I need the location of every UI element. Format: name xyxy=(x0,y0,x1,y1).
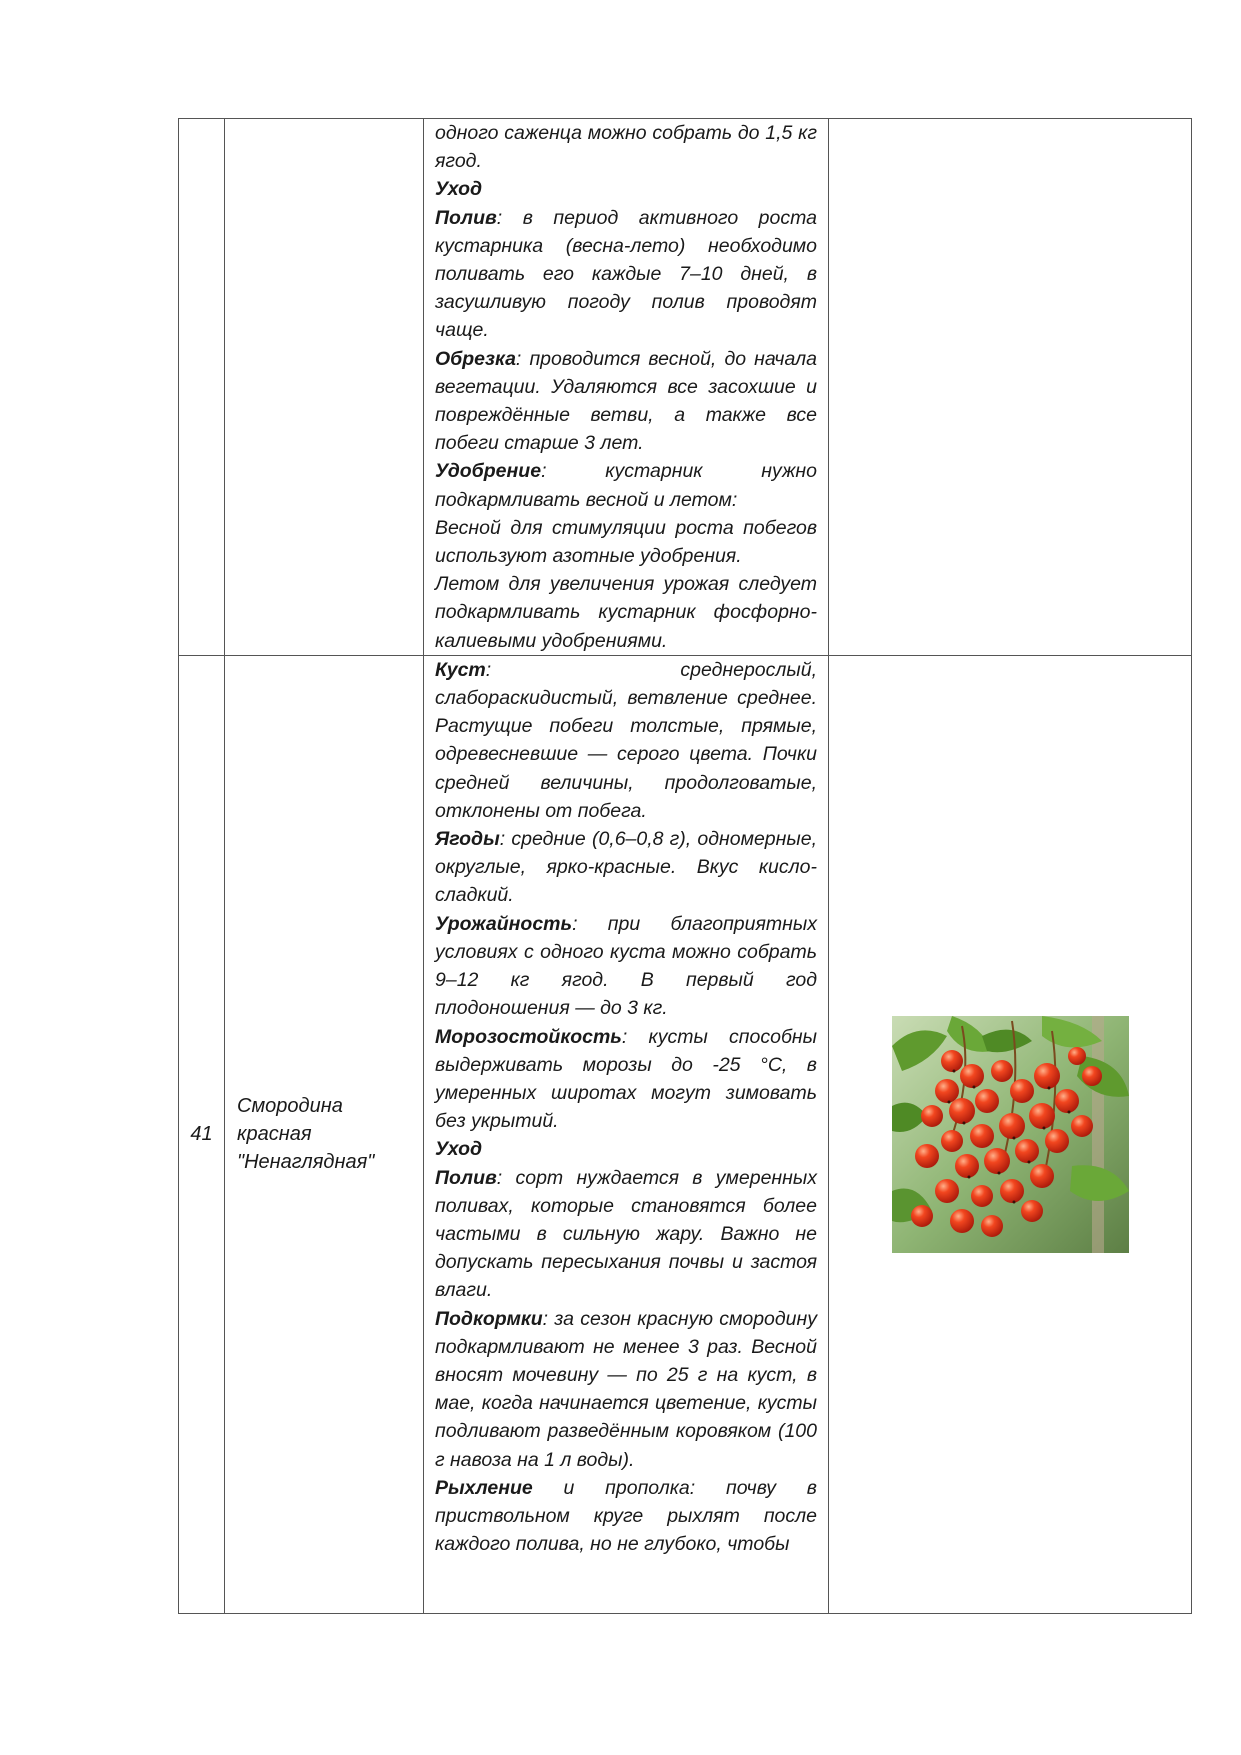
paragraph: одного саженца можно собрать до 1,5 кг ягод. xyxy=(435,122,817,173)
paragraph: Полив: в период активного роста кустарника (весна-лето) необходимо поливать его каждые 7–10 дней, в засушливую погоду полив проводят чаще. xyxy=(435,206,817,342)
paragraph: Подкормки: за сезон красную смородину подкармливают не менее 3 раз. Весной вносят мочевину — по 25 г на куст, в мае, когда начинается цветение, кусты подливают разведённым коровяком (100 г навоза на 1 л воды). xyxy=(435,1307,817,1471)
description-cell xyxy=(424,655,829,1613)
care-heading: Уход xyxy=(435,1138,483,1161)
paragraph-label: Полив xyxy=(435,1166,497,1189)
photo-background xyxy=(1092,1016,1104,1253)
paragraph-label: Куст xyxy=(435,658,486,681)
paragraph: Урожайность: при благоприятных условиях с одного куста можно собрать 9–12 кг ягод. В первый год плодоношения — до 3 кг. xyxy=(435,912,817,1020)
paragraph: Весной для стимуляции роста побегов используют азотные удобрения. xyxy=(435,516,817,568)
paragraph: Морозостойкость: кусты способны выдерживать морозы до -25 °С, в умеренных широтах могут зимовать без укрытий. xyxy=(435,1025,817,1133)
description-cell xyxy=(424,119,829,656)
paragraph-label: Подкормки xyxy=(435,1307,543,1330)
paragraph: Рыхление и прополка: почву в приствольном круге рыхлят после каждого полива, но не глубоко, чтобы xyxy=(435,1476,817,1556)
paragraph: Полив: сорт нуждается в умеренных поливах, которые становятся более частыми в сильную жару. Важно не допускать пересыхания почвы и застоя влаги. xyxy=(435,1166,817,1302)
variety-name-cell xyxy=(225,655,424,1613)
paragraph-label: Обрезка xyxy=(435,347,516,370)
paragraph-label: Урожайность xyxy=(435,912,573,935)
red-currant-photo xyxy=(892,1016,1129,1253)
row-number-cell xyxy=(179,119,225,656)
paragraph-label: Полив xyxy=(435,206,497,229)
paragraph: Удобрение: кустарник нужно подкармливать весной и летом: xyxy=(435,460,817,511)
paragraph: Летом для увеличения урожая следует подкармливать кустарник фосфорно-калиевыми удобрениями. xyxy=(435,573,817,652)
image-cell xyxy=(829,119,1192,656)
table-row xyxy=(179,655,1192,1613)
row-number-cell xyxy=(179,655,225,1613)
variety-name-line: "Ненаглядная" xyxy=(237,1151,375,1174)
paragraph: Обрезка: проводится весной, до начала вегетации. Удаляются все засохшие и повреждённые ветви, а также все побеги старше 3 лет. xyxy=(435,347,817,455)
document-table xyxy=(178,118,1192,1614)
variety-name-cell xyxy=(225,119,424,656)
paragraph-label: Ягоды xyxy=(435,828,500,851)
image-cell xyxy=(829,655,1192,1613)
paragraph-label: Морозостойкость xyxy=(435,1025,622,1048)
paragraph-label: Удобрение xyxy=(435,460,542,483)
paragraph-label: Рыхление xyxy=(435,1476,533,1499)
care-heading: Уход xyxy=(435,178,483,201)
variety-name-line: Смородина xyxy=(237,1095,343,1118)
variety-name-line: красная xyxy=(237,1123,312,1146)
table-row xyxy=(179,119,1192,656)
paragraph: Куст: среднерослый, слабораскидистый, ветвление среднее. Растущие побеги толстые, прямые, одревесневшие — серого цвета. Почки средней величины, продолговатые, отклонены от побега. xyxy=(435,658,817,822)
paragraph: Ягоды: средние (0,6–0,8 г), одномерные, округлые, ярко-красные. Вкус кисло-сладкий. xyxy=(435,828,817,907)
row-number: 41 xyxy=(190,1122,213,1145)
